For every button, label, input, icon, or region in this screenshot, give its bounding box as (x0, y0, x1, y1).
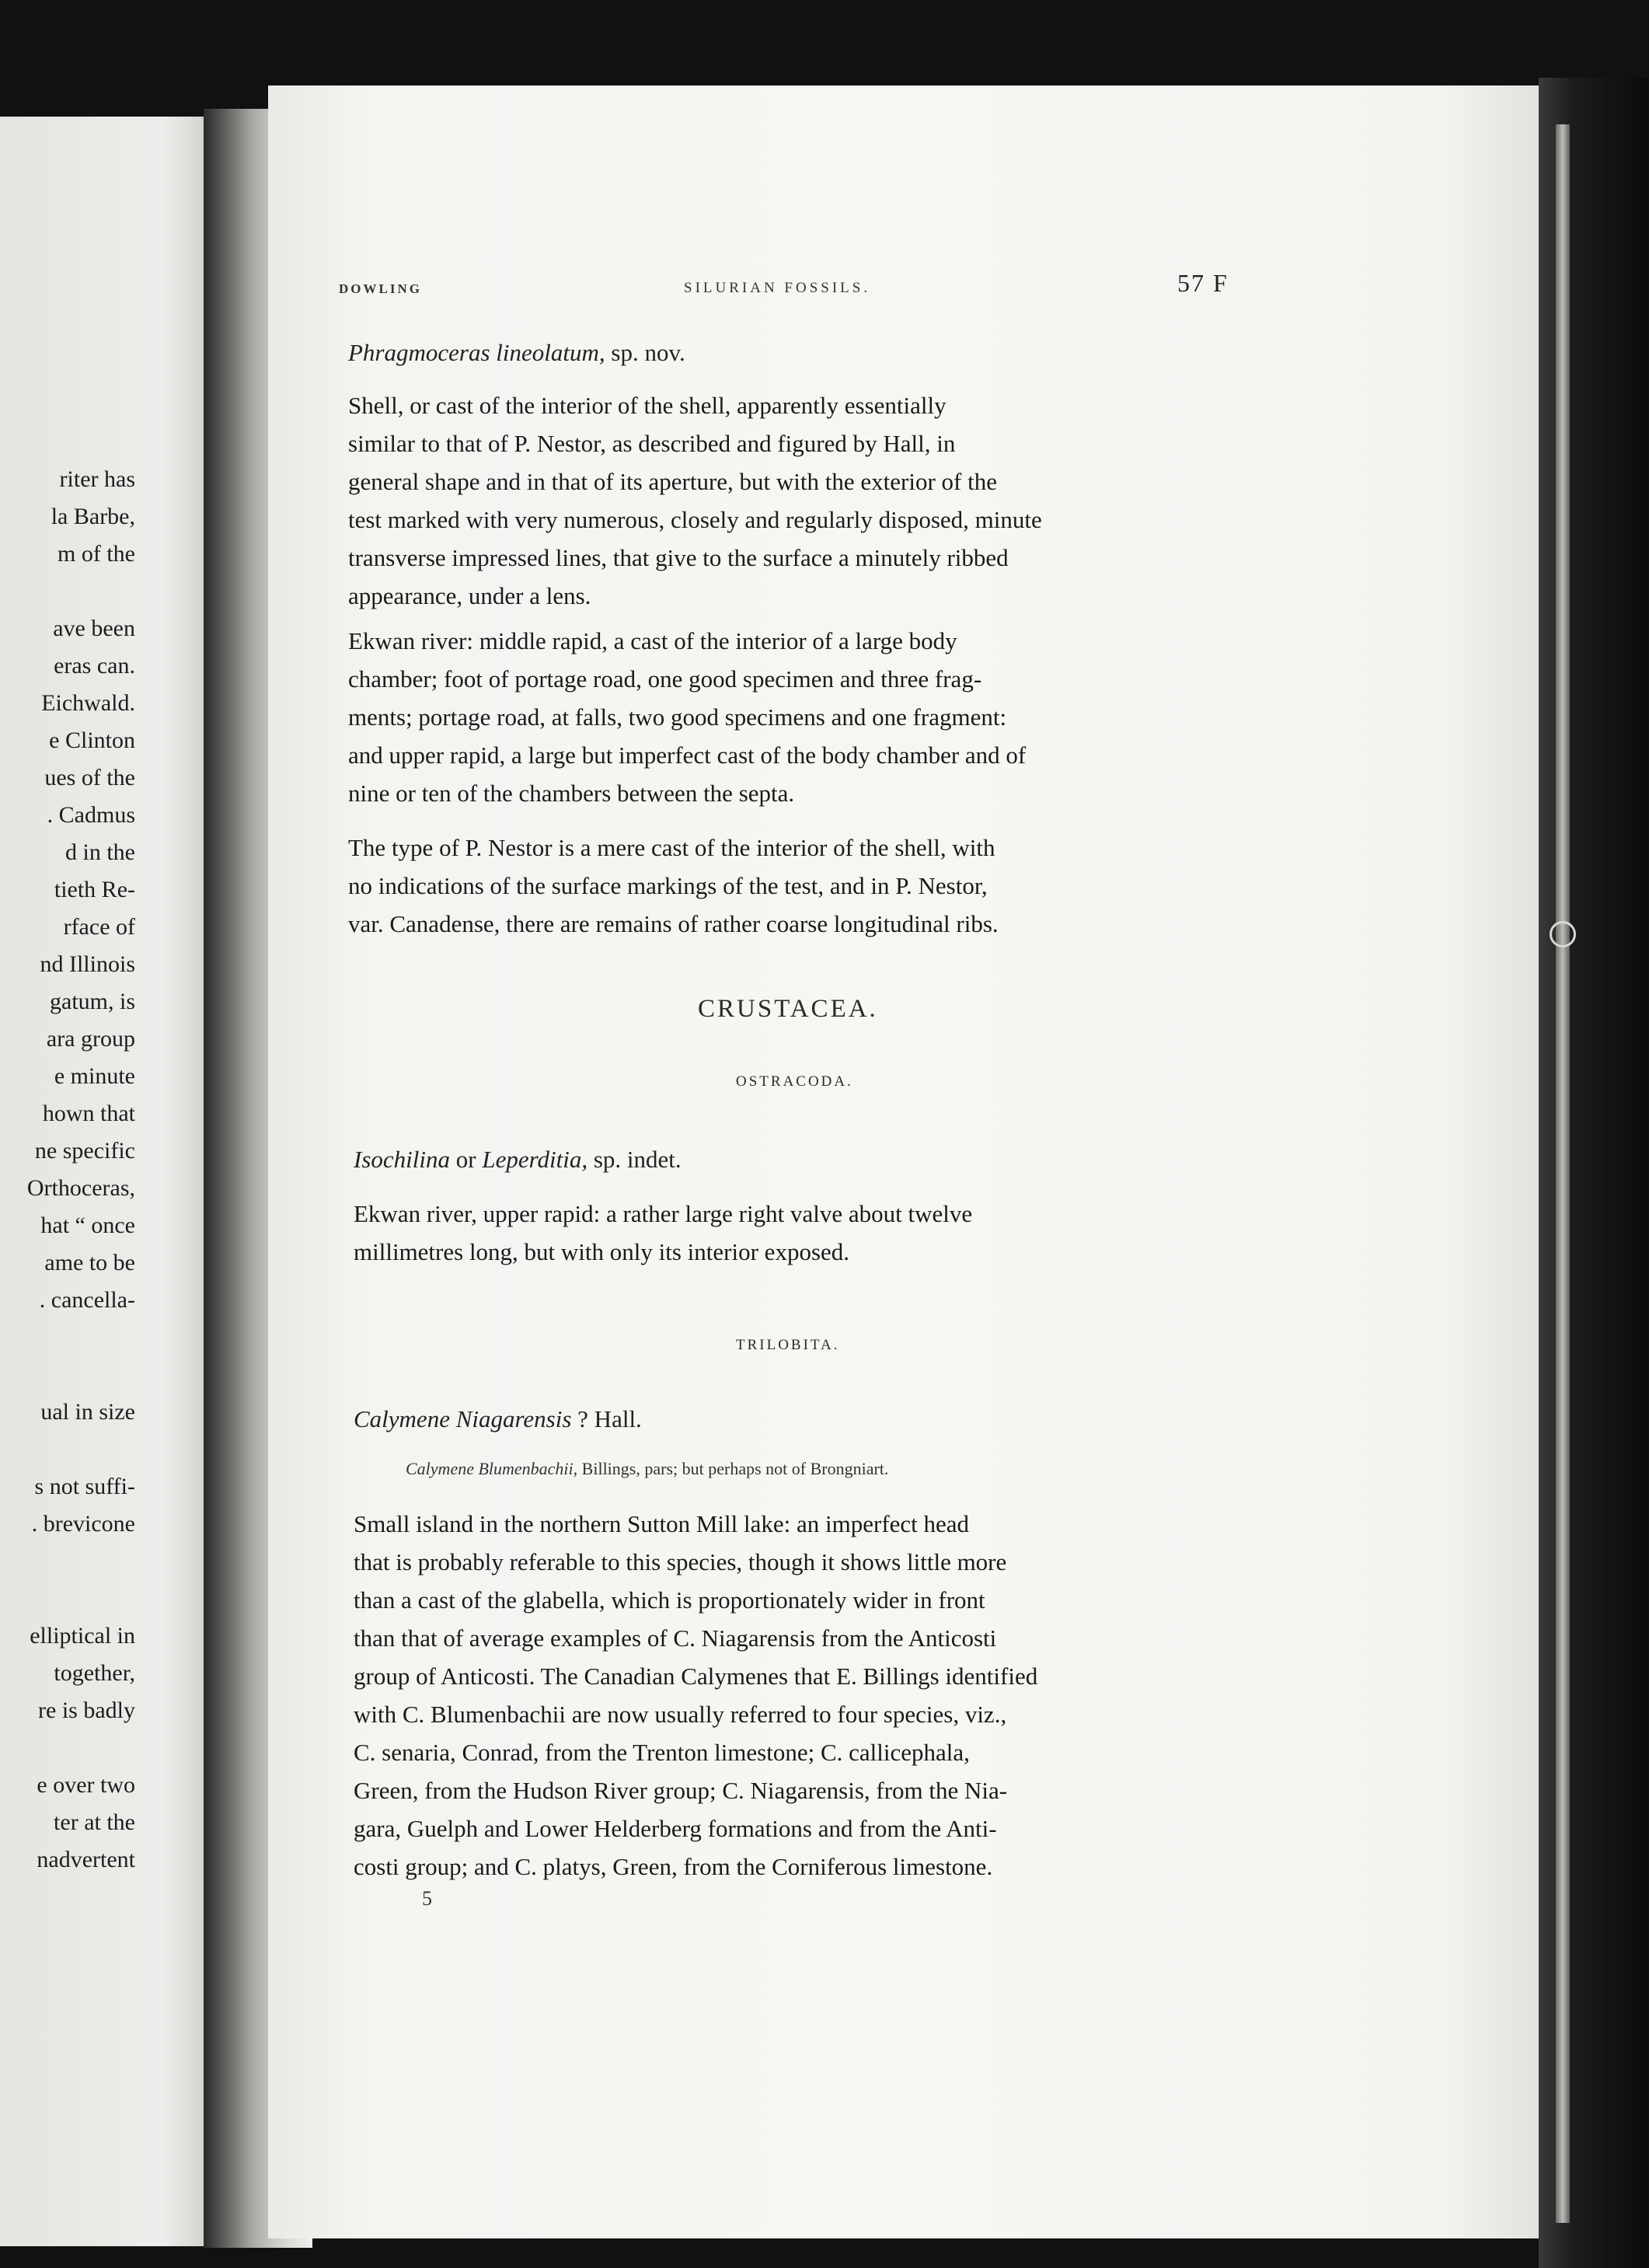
left-page-line: e Clinton (49, 728, 135, 753)
text-line: Shell, or cast of the interior of the shell, apparently essentially (348, 392, 947, 419)
page-number: 57 F (1177, 269, 1229, 297)
synonymy-line: Calymene Blumenbachii, Billings, pars; but perhaps not of Brongniart. (406, 1459, 889, 1478)
left-page-line: nd Illinois (40, 951, 135, 977)
text-line: with C. Blumenbachii are now usually referred to four species, viz., (354, 1701, 1007, 1728)
text-line: Green, from the Hudson River group; C. Niagarensis, from the Nia- (354, 1777, 1008, 1804)
left-page-line: rface of (63, 914, 135, 940)
species-title-phragmoceras: Phragmoceras lineolatum, sp. nov. (348, 339, 685, 366)
paragraph-localities (348, 622, 1026, 812)
heading-trilobita: TRILOBITA. (736, 1337, 840, 1353)
left-page-line: . cancella- (39, 1287, 135, 1313)
binding-hole (1550, 921, 1576, 947)
running-header (0, 264, 1649, 303)
left-page-line: hown that (42, 1101, 135, 1126)
heading-crustacea: CRUSTACEA. (698, 995, 878, 1023)
left-page-line: nadvertent (37, 1847, 135, 1872)
left-page-line: elliptical in (30, 1623, 135, 1649)
species-title-isochilina: Isochilina or Leperditia, sp. indet. (354, 1146, 682, 1173)
text-line: similar to that of P. Nestor, as described and figured by Hall, in (348, 430, 956, 457)
left-page-line: ues of the (44, 765, 135, 790)
left-page-line: ual in size (40, 1399, 135, 1425)
left-page-line: d in the (65, 839, 135, 865)
text-line: millimetres long, but with only its interior exposed. (354, 1238, 850, 1265)
text-line: than a cast of the glabella, which is proportionately wider in front (354, 1586, 985, 1614)
left-page-line: ame to be (44, 1250, 135, 1275)
left-page-line: e over two (37, 1772, 135, 1798)
right-edge (1539, 78, 1649, 2268)
text-line: ments; portage road, at falls, two good specimens and one fragment: (348, 703, 1007, 731)
text-line: no indications of the surface markings of the test, and in P. Nestor, (348, 872, 988, 899)
left-page-line: la Barbe, (51, 504, 135, 529)
left-page-line: . brevicone (31, 1511, 135, 1537)
text-line: costi group; and C. platys, Green, from the Corniferous limestone. (354, 1853, 993, 1880)
text-line: Ekwan river: middle rapid, a cast of the interior of a large body (348, 627, 957, 654)
left-page-line: ter at the (54, 1809, 135, 1835)
text-line: test marked with very numerous, closely and regularly disposed, minute (348, 506, 1042, 533)
left-page-line: . Cadmus (47, 802, 135, 828)
left-page (0, 117, 233, 2246)
text-line: and upper rapid, a large but imperfect cast of the body chamber and of (348, 741, 1027, 769)
paragraph-calymene (354, 1505, 1037, 1886)
left-page-line: ara group (46, 1026, 135, 1052)
text-line: chamber; foot of portage road, one good specimen and three frag- (348, 665, 982, 693)
left-page-line: eras can. (54, 653, 135, 679)
running-author: DOWLING (339, 281, 422, 296)
species-title-calymene: Calymene Niagarensis ? Hall. (354, 1405, 642, 1432)
left-page-line: hat “ once (40, 1213, 135, 1238)
text-line: general shape and in that of its aperture, but with the exterior of the (348, 468, 997, 495)
left-page-line: ave been (53, 616, 135, 641)
left-page-line: m of the (58, 541, 135, 567)
text-line: var. Canadense, there are remains of rather coarse longitudinal ribs. (348, 910, 999, 937)
paragraph-isochilina (354, 1195, 972, 1271)
left-page-line: re is badly (38, 1698, 135, 1723)
text-line: Ekwan river, upper rapid: a rather large right valve about twelve (354, 1200, 973, 1227)
left-page-line: together, (54, 1660, 135, 1686)
left-page-line: tieth Re- (54, 877, 135, 902)
text-line: nine or ten of the chambers between the septa. (348, 780, 795, 807)
text-line: The type of P. Nestor is a mere cast of the interior of the shell, with (348, 834, 995, 861)
text-line: than that of average examples of C. Niagarensis from the Anticosti (354, 1624, 997, 1652)
left-page-line: Orthoceras, (26, 1175, 135, 1201)
left-page-line: s not suffi- (34, 1474, 135, 1499)
left-page-line: ne specific (34, 1138, 135, 1164)
text-line: appearance, under a lens. (348, 582, 591, 609)
left-page-line: e minute (54, 1063, 135, 1089)
text-line: group of Anticosti. The Canadian Calymenes that E. Billings identified (354, 1663, 1038, 1690)
left-page-line: Eichwald. (41, 690, 135, 716)
running-title: SILURIAN FOSSILS. (684, 280, 871, 296)
text-line: C. senaria, Conrad, from the Trenton limestone; C. callicephala, (354, 1739, 970, 1766)
text-line: transverse impressed lines, that give to the surface a minutely ribbed (348, 544, 1009, 571)
paragraph-remarks (348, 829, 999, 943)
text-line: Small island in the northern Sutton Mill lake: an imperfect head (354, 1510, 970, 1537)
text-line: gara, Guelph and Lower Helderberg formations and from the Anti- (354, 1815, 997, 1842)
text-line: that is probably referable to this species, though it shows little more (354, 1548, 1007, 1575)
left-page-line: gatum, is (50, 989, 135, 1014)
page-edge-strip (1556, 124, 1570, 2223)
signature-mark: 5 (422, 1887, 432, 1910)
heading-ostracoda: OSTRACODA. (736, 1073, 853, 1090)
paragraph-description (348, 386, 1042, 615)
left-page-line: riter has (59, 466, 135, 492)
